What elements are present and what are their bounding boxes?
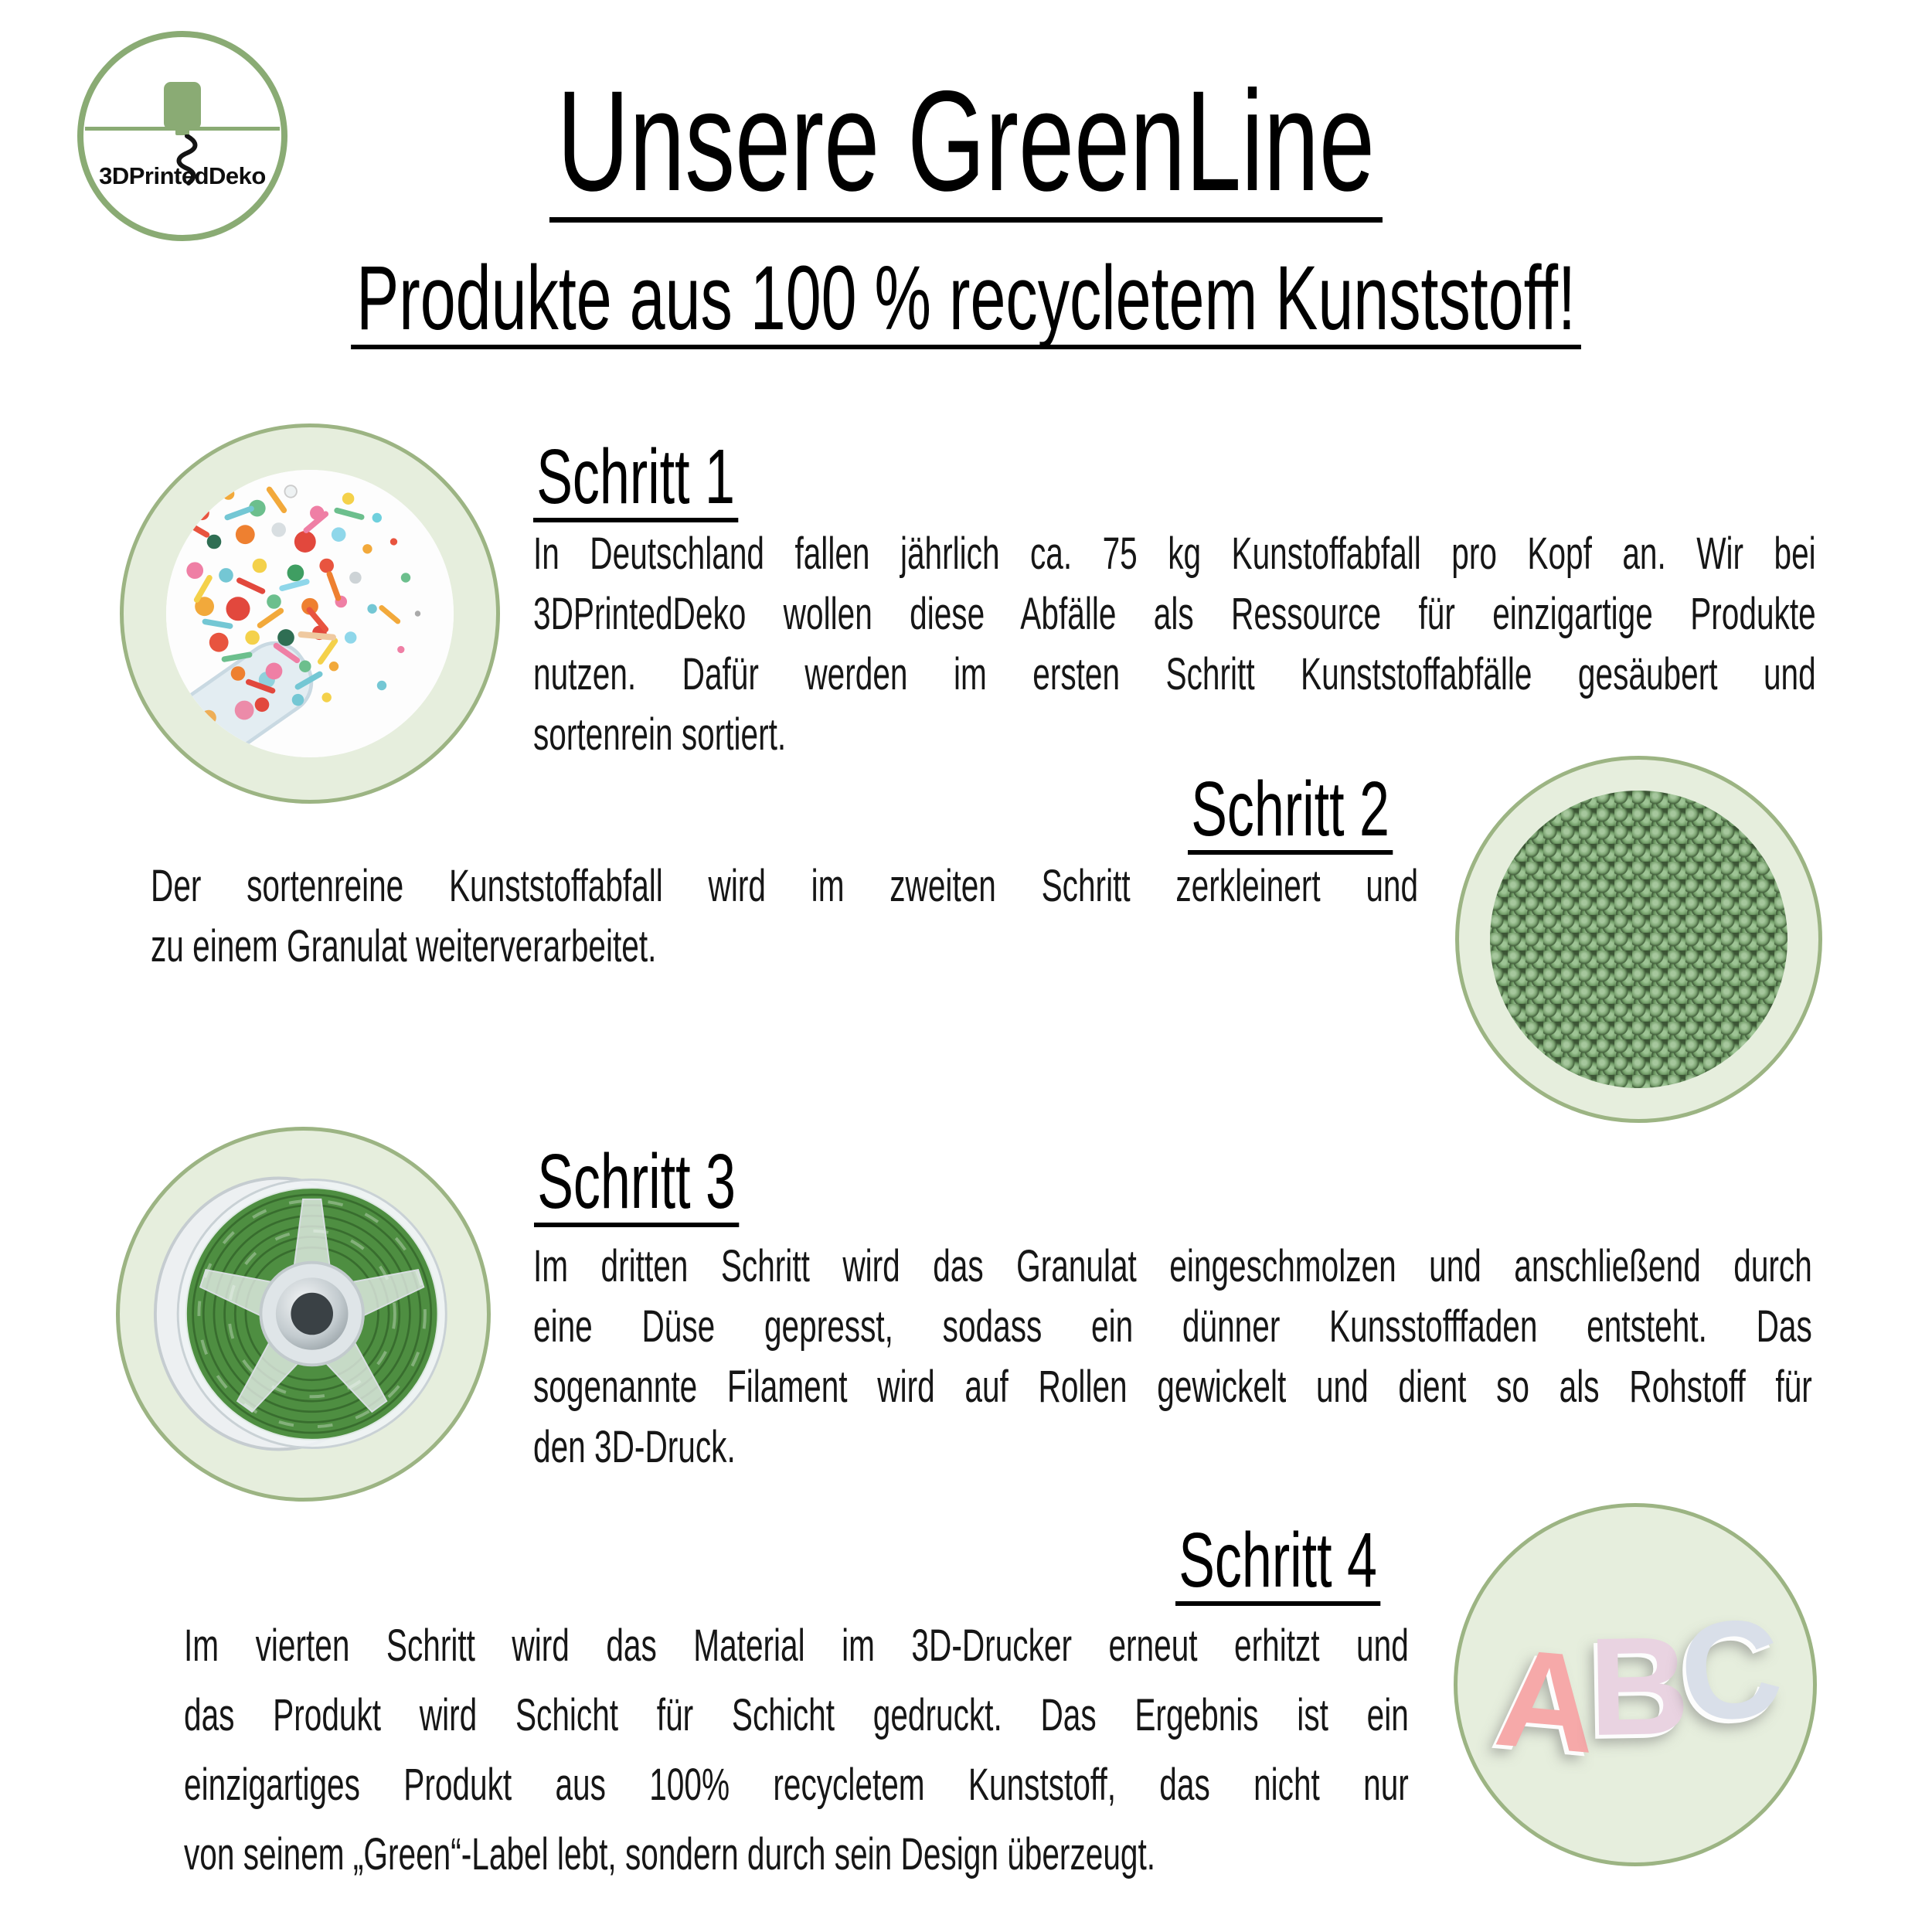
filament-spool-photo — [152, 1163, 454, 1464]
abc-3d-print-photo — [1446, 1495, 1825, 1875]
step-3-paragraph — [533, 1236, 1812, 1478]
step-4-heading: Schritt 4 — [1175, 1524, 1380, 1606]
text-line: das Produkt wird Schicht für Schicht gedruckt. Das Ergebnis ist ein — [184, 1690, 1409, 1740]
step-3-image-circle — [116, 1127, 491, 1502]
step-2-heading: Schritt 2 — [1188, 773, 1393, 855]
step-4-paragraph — [184, 1611, 1409, 1889]
plastic-waste-illustration — [166, 470, 454, 757]
text-line: eine Düse gepresst, sodass ein dünner Kunsstofffaden entsteht. Das — [533, 1301, 1812, 1352]
text-line: von seinem „Green“-Label lebt, sondern durch sein Design überzeugt. — [184, 1829, 1156, 1879]
step-1-image-circle — [120, 423, 500, 804]
plastic-waste-photo — [166, 470, 454, 757]
text-line: Der sortenreine Kunststoffabfall wird im zweiten Schritt zerkleinert und — [151, 861, 1419, 911]
green-granulate-photo — [1490, 791, 1787, 1088]
printed-letter-b: B — [1587, 1607, 1683, 1765]
text-line: sogenannte Filament wird auf Rollen gewickelt und dient so als Rohstoff für — [533, 1362, 1812, 1412]
text-line: einzigartiges Produkt aus 100% recycletem Kunststoff, das nicht nur — [184, 1760, 1409, 1810]
text-line: 3DPrintedDeko wollen diese Abfälle als Ressource für einzigartige Produkte — [533, 589, 1816, 639]
text-line: Im vierten Schritt wird das Material im 3D-Drucker erneut erhitzt und — [184, 1621, 1409, 1671]
text-line: Im dritten Schritt wird das Granulat eingeschmolzen und anschließend durch — [533, 1241, 1812, 1291]
text-line: den 3D-Druck. — [533, 1422, 736, 1472]
page-subtitle: Produkte aus 100 % recycletem Kunststoff! — [351, 255, 1581, 349]
logo-text: 3DPrintedDeko — [99, 162, 266, 189]
text-line: nutzen. Dafür werden im ersten Schritt Kunststoffabfälle gesäubert und — [533, 649, 1816, 699]
printed-letter-c: C — [1672, 1588, 1781, 1753]
step-2-image-circle — [1455, 756, 1822, 1123]
step-3-heading: Schritt 3 — [534, 1145, 739, 1227]
text-line: In Deutschland fallen jährlich ca. 75 kg Kunstoffabfall pro Kopf an. Wir bei — [533, 529, 1816, 579]
text-line: sortenrein sortiert. — [533, 709, 787, 760]
step-4-image-circle — [1454, 1503, 1817, 1866]
page-title: Unsere GreenLine — [549, 73, 1383, 223]
step-2-paragraph — [151, 856, 1418, 977]
subtitle-row — [0, 247, 1932, 349]
step-1-heading: Schritt 1 — [533, 440, 738, 522]
step-1-paragraph — [533, 524, 1816, 765]
printed-letter-a: A — [1489, 1618, 1596, 1782]
title-row — [0, 62, 1932, 223]
text-line: zu einem Granulat weiterverarbeitet. — [151, 921, 657, 971]
